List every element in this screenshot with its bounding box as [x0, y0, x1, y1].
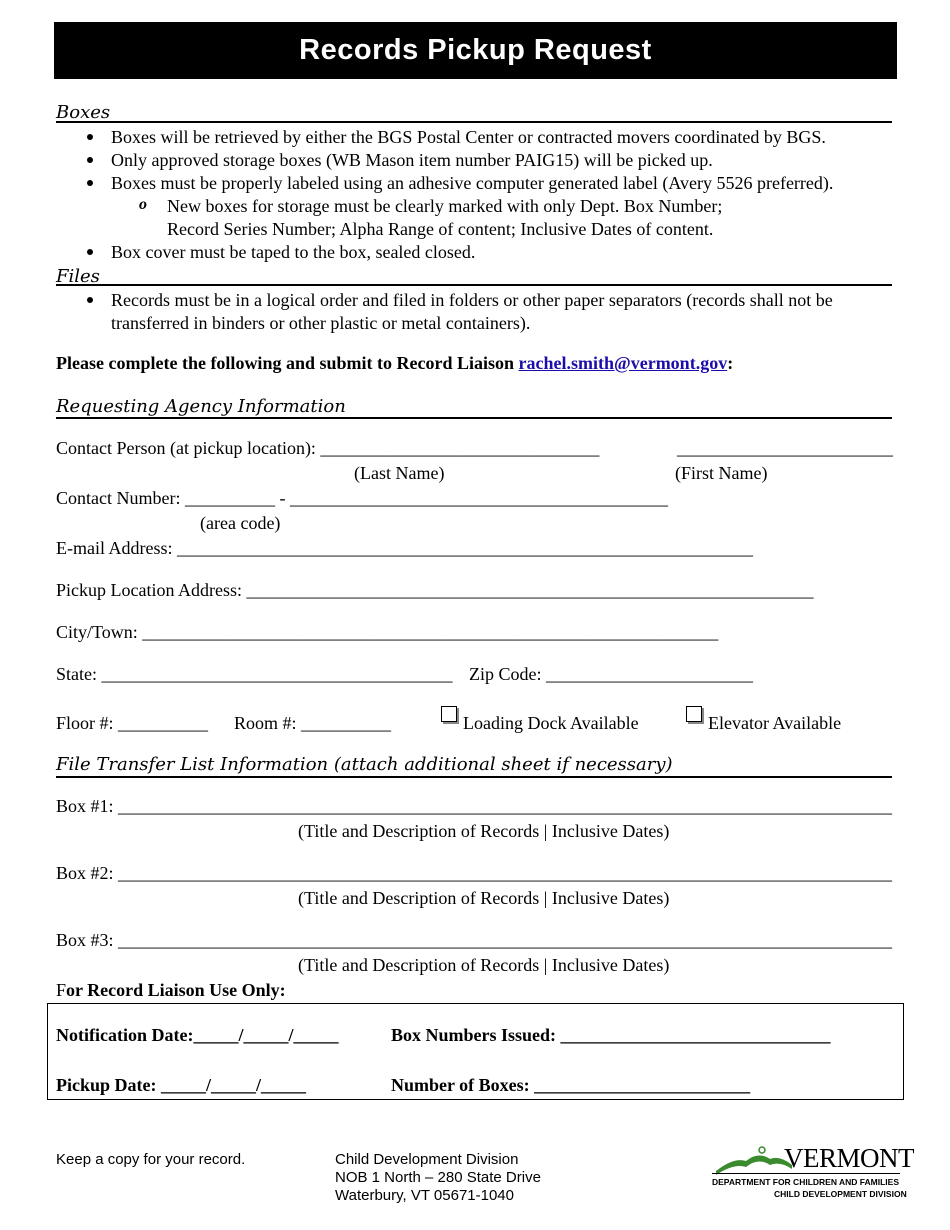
elevator-checkbox[interactable] — [686, 706, 702, 722]
bullet-marker — [87, 134, 93, 140]
address-line-2: NOB 1 North – 280 State Drive — [335, 1169, 541, 1186]
contact-person-field[interactable]: Contact Person (at pickup location): _______________________________ — [56, 438, 600, 458]
boxes-rule — [56, 121, 892, 123]
boxes-item-1: Boxes will be retrieved by either the BGS Postal Center or contracted movers coordinated by BGS. — [111, 127, 826, 147]
loading-dock-checkbox[interactable] — [441, 706, 457, 722]
floor-field[interactable]: Floor #: __________ — [56, 713, 209, 733]
bullet-marker — [87, 249, 93, 255]
files-heading: Files — [56, 266, 100, 287]
contact-number-field[interactable]: Contact Number: __________ - __________________________________________ — [56, 488, 668, 508]
box-3-field[interactable]: Box #3: ______________________________________________________________________________________ — [56, 930, 893, 950]
boxes-sub-item-line1: New boxes for storage must be clearly marked with only Dept. Box Number; — [167, 196, 723, 216]
room-field[interactable]: Room #: __________ — [234, 713, 392, 733]
bullet-marker — [87, 157, 93, 163]
submit-instruction — [56, 353, 733, 374]
page-title: Records Pickup Request — [54, 22, 897, 79]
boxes-item-3: Boxes must be properly labeled using an adhesive computer generated label (Avery 5526 preferred). — [111, 173, 834, 193]
bullet-marker — [87, 297, 93, 303]
number-of-boxes-field[interactable]: Number of Boxes: ________________________ — [391, 1075, 751, 1095]
files-item-line1: Records must be in a logical order and filed in folders or other paper separators (records shall not be — [111, 290, 833, 310]
box-1-hint: (Title and Description of Records | Inclusive Dates) — [298, 821, 670, 841]
mountain-icon — [714, 1143, 794, 1177]
box-3-hint: (Title and Description of Records | Inclusive Dates) — [298, 955, 670, 975]
first-name-hint: (First Name) — [675, 463, 768, 483]
instruction-colon: : — [727, 353, 734, 373]
liaison-heading-rest: or Record Liaison Use Only: — [66, 980, 286, 1000]
logo-rule — [712, 1173, 900, 1174]
keep-copy-note: Keep a copy for your record. — [56, 1151, 246, 1168]
bullet-marker — [87, 180, 93, 186]
state-field[interactable]: State: _______________________________________ — [56, 664, 453, 684]
box-2-hint: (Title and Description of Records | Inclusive Dates) — [298, 888, 670, 908]
instruction-text: Please complete the following and submit to Record Liaison — [56, 353, 519, 373]
logo-line-2: CHILD DEVELOPMENT DIVISION — [774, 1189, 907, 1199]
zip-field[interactable]: Zip Code: _______________________ — [469, 664, 753, 684]
email-field[interactable]: E-mail Address: ________________________________________________________________ — [56, 538, 753, 558]
vermont-logo — [712, 1143, 914, 1205]
address-line-3: Waterbury, VT 05671-1040 — [335, 1187, 514, 1204]
agency-heading: Requesting Agency Information — [56, 396, 346, 417]
elevator-label: Elevator Available — [708, 713, 842, 733]
area-code-hint: (area code) — [200, 513, 281, 533]
agency-rule — [56, 417, 892, 419]
last-name-hint: (Last Name) — [354, 463, 445, 483]
liaison-email-link[interactable]: rachel.smith@vermont.gov — [518, 353, 728, 373]
files-rule — [56, 284, 892, 286]
first-name-field[interactable]: ________________________ — [677, 438, 893, 458]
loading-dock-label: Loading Dock Available — [463, 713, 639, 733]
liaison-heading-first: F — [56, 980, 67, 1000]
box-2-field[interactable]: Box #2: ______________________________________________________________________________________ — [56, 863, 893, 883]
boxes-heading: Boxes — [56, 102, 111, 123]
box-1-field[interactable]: Box #1: ______________________________________________________________________________________ — [56, 796, 893, 816]
boxes-item-4: Box cover must be taped to the box, sealed closed. — [111, 242, 476, 262]
files-item-line2: transferred in binders or other plastic or metal containers). — [111, 313, 531, 333]
pickup-address-field[interactable]: Pickup Location Address: _______________________________________________________________ — [56, 580, 814, 600]
box-numbers-field[interactable]: Box Numbers Issued: ______________________________ — [391, 1025, 831, 1045]
address-line-1: Child Development Division — [335, 1151, 519, 1168]
boxes-sub-item-line2: Record Series Number; Alpha Range of content; Inclusive Dates of content. — [167, 219, 714, 239]
pickup-date-field[interactable]: Pickup Date: _____/_____/_____ — [56, 1075, 306, 1095]
transfer-rule — [56, 776, 892, 778]
logo-name: VERMONT — [784, 1143, 914, 1173]
liaison-heading — [56, 980, 286, 1001]
logo-line-1: DEPARTMENT FOR CHILDREN AND FAMILIES — [712, 1177, 899, 1187]
boxes-item-2: Only approved storage boxes (WB Mason item number PAIG15) will be picked up. — [111, 150, 713, 170]
notification-date-field[interactable]: Notification Date:_____/_____/_____ — [56, 1025, 339, 1045]
city-field[interactable]: City/Town: ________________________________________________________________ — [56, 622, 719, 642]
transfer-heading: File Transfer List Information (attach additional sheet if necessary) — [56, 754, 673, 775]
sub-bullet-marker: o — [139, 196, 147, 213]
